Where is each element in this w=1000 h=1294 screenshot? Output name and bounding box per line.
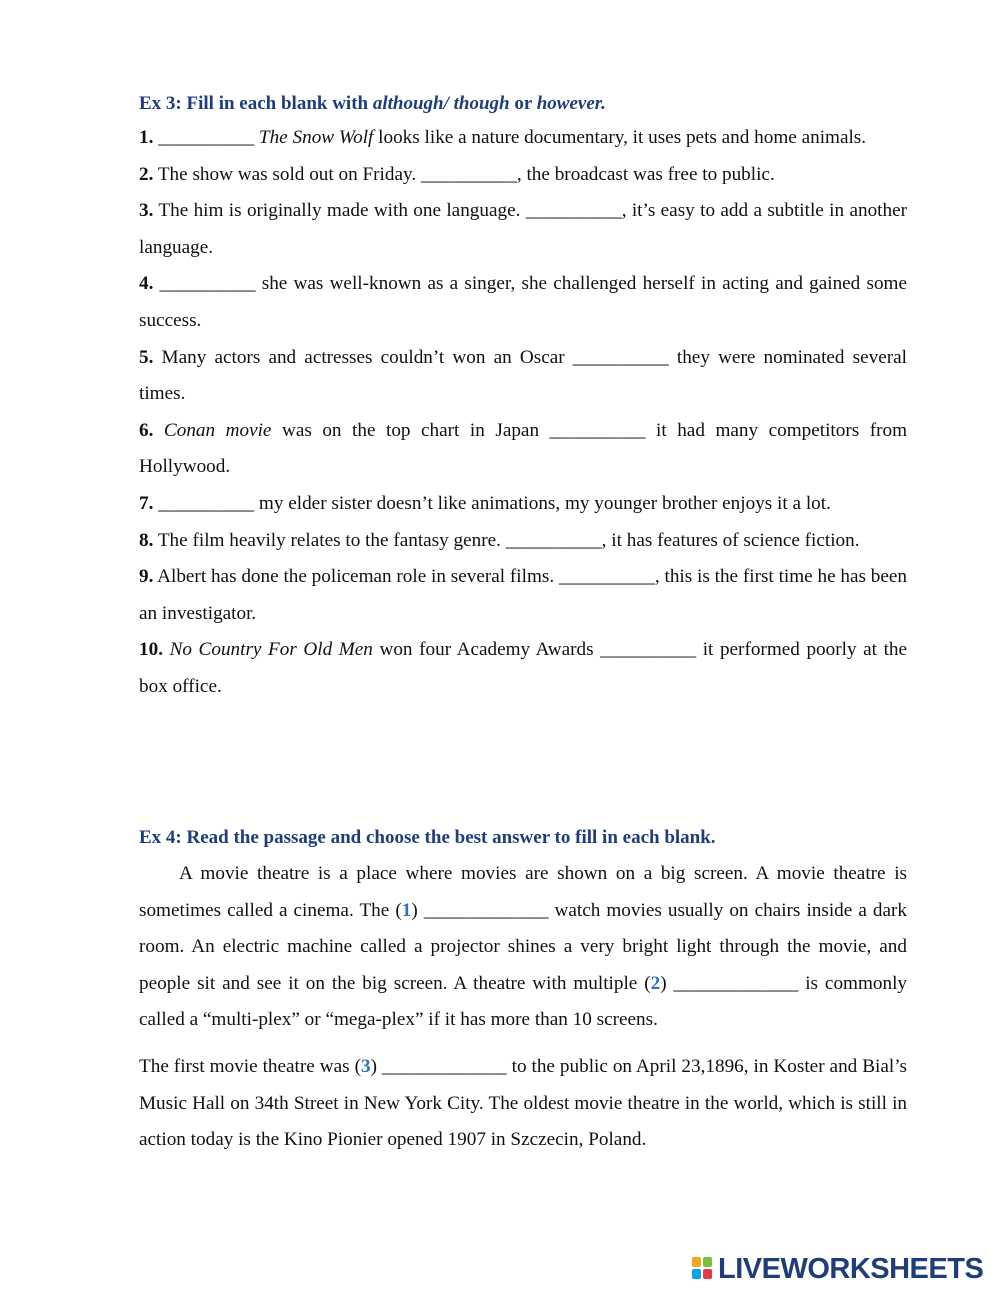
item-text: The show was sold out on Friday. __________, the broadcast was free to public. xyxy=(153,163,775,185)
item-text xyxy=(153,420,164,441)
item-text: looks like a nature documentary, it uses pets and home animals. xyxy=(373,127,867,148)
exercise-4 xyxy=(139,826,907,1159)
item-title: The Snow Wolf xyxy=(258,127,374,148)
blank-number-2: 2 xyxy=(650,972,661,994)
item-text: Many actors and actresses couldn’t won an Oscar __________ they were nominated several times. xyxy=(139,346,907,405)
ex3-list xyxy=(139,120,907,706)
ex3-item xyxy=(139,193,907,266)
ex3-item xyxy=(139,632,907,705)
logo-text: LIVEWORKSHEETS xyxy=(718,1252,984,1285)
item-number: 4. xyxy=(139,273,154,295)
ex4-heading: Ex 4: Read the passage and choose the best answer to fill in each blank. xyxy=(139,827,716,848)
ex3-item xyxy=(139,486,907,523)
ex3-item xyxy=(139,266,907,339)
item-title: Conan movie xyxy=(163,419,272,441)
liveworksheets-logo-icon xyxy=(692,1257,714,1281)
item-text: __________ she was well-known as a singer, she challenged herself in acting and gained some success. xyxy=(139,273,907,331)
exercise-3 xyxy=(139,92,907,706)
item-text: won four Academy Awards __________ it performed poorly at the box office. xyxy=(139,639,908,697)
item-number: 6. xyxy=(139,419,154,441)
blank-number-3: 3 xyxy=(360,1055,371,1077)
ex3-item xyxy=(139,120,907,157)
ex3-item xyxy=(139,413,907,486)
item-text xyxy=(163,639,170,660)
item-text: Albert has done the policeman role in several films. __________, this is the first time he has been an investigator. xyxy=(139,566,907,624)
item-number: 9. xyxy=(139,566,154,588)
item-number: 1. xyxy=(139,127,154,148)
item-text: The him is originally made with one language. __________, it’s easy to add a subtitle in another language. xyxy=(139,200,907,258)
ex3-item xyxy=(139,523,907,560)
ex3-item xyxy=(139,559,907,632)
item-number: 2. xyxy=(139,163,154,185)
item-text: The film heavily relates to the fantasy genre. __________, it has features of science fiction. xyxy=(153,529,860,551)
item-number: 3. xyxy=(139,200,154,222)
item-number: 5. xyxy=(139,346,154,368)
liveworksheets-logo xyxy=(692,1254,983,1284)
ex3-item xyxy=(139,340,907,413)
item-text: __________ my elder sister doesn’t like animations, my younger brother enjoys it a lot. xyxy=(153,492,831,514)
ex4-paragraph-1: A movie theatre is a place where movies are shown on a big screen. A movie theatre is sometimes called a cinema. The (1) _____________ watch movies usually on chairs inside a dark room. An electric machine called a projector shines a very bright light through the movie, and people sit and see it on the big screen. A theatre with multiple (2) _____________ is commonly called a “multi-plex” or “mega-plex” if it has more than 10 screens. xyxy=(139,863,908,1031)
item-number: 8. xyxy=(139,529,154,551)
item-number: 7. xyxy=(139,492,154,514)
ex4-paragraph-2: The first movie theatre was (3) _____________ to the public on April 23,1896, in Koster and Bial’s Music Hall on 34th Street in New York City. The oldest movie theatre in the world, which is still in action today is the Kino Pionier opened 1907 in Szczecin, Poland. xyxy=(139,1055,907,1151)
item-text: __________ xyxy=(153,127,259,148)
item-text: was on the top chart in Japan __________ it had many competitors from Hollywood. xyxy=(139,419,907,478)
blank-number-1: 1 xyxy=(401,899,412,921)
item-title: No Country For Old Men xyxy=(169,639,373,661)
ex3-item xyxy=(139,157,907,194)
ex3-heading: Ex 3: Fill in each blank with although/ though or however. xyxy=(139,93,606,114)
item-number: 10. xyxy=(139,639,163,661)
